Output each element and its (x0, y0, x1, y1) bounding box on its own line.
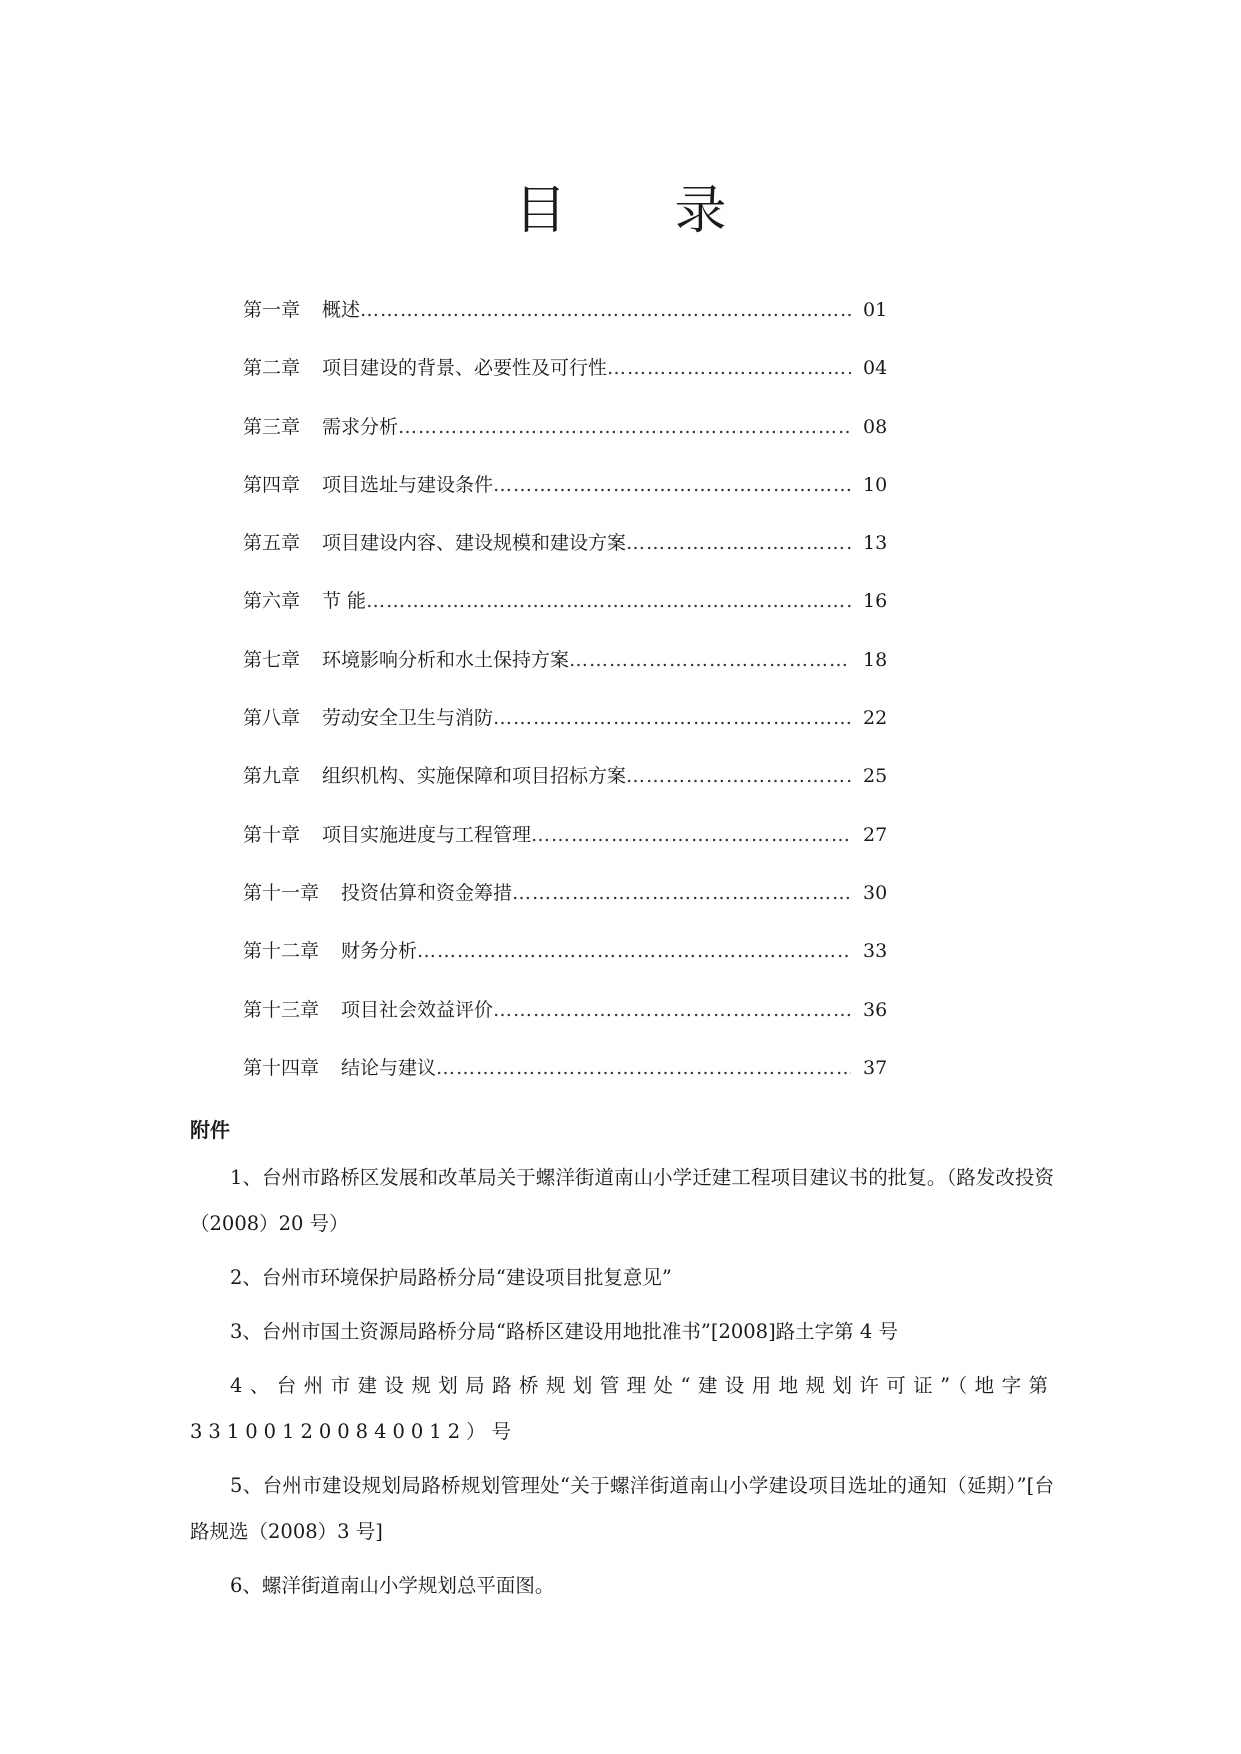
toc-page: 01 (863, 299, 888, 321)
toc-entry[interactable] (243, 531, 887, 589)
toc-entry[interactable] (243, 823, 887, 881)
toc-page: 27 (863, 823, 888, 846)
toc-leader (417, 939, 851, 963)
toc-title: 项目实施进度与工程管理 (322, 823, 532, 846)
title-char-1: 目 (514, 181, 567, 241)
toc-leader (607, 356, 851, 380)
page-title (0, 168, 1241, 243)
toc-title: 结论与建议 (341, 1056, 437, 1079)
toc-leader (436, 1056, 851, 1080)
toc-entry[interactable] (243, 1056, 887, 1114)
toc-entry[interactable] (243, 589, 887, 647)
toc-leader (512, 881, 851, 905)
toc-title: 项目社会效益评价 (341, 998, 494, 1021)
toc-leader (493, 473, 851, 497)
toc-page: 16 (863, 590, 888, 613)
toc-leader (360, 298, 851, 322)
toc-entry[interactable] (243, 764, 887, 822)
attachments-heading: 附件 (190, 1118, 230, 1142)
toc-page: 10 (863, 473, 888, 496)
toc-entry[interactable] (243, 415, 887, 473)
toc-title: 节 能 (322, 590, 367, 613)
toc-chapter: 第三章 (243, 415, 301, 438)
title-char-2: 录 (674, 181, 727, 241)
toc-entry[interactable] (243, 356, 887, 414)
toc-leader (569, 648, 851, 672)
toc-chapter: 第十章 (243, 823, 301, 846)
toc-page: 33 (863, 940, 888, 963)
toc-page: 13 (863, 532, 888, 555)
toc-leader (493, 706, 851, 730)
toc-leader (626, 531, 851, 555)
toc-chapter: 第十三章 (243, 998, 320, 1021)
toc-leader (398, 415, 851, 439)
attachment-item: 1、台州市路桥区发展和改革局关于螺洋街道南山小学迁建工程项目建议书的批复。（路发改投资（2008）20 号） (190, 1166, 1054, 1235)
toc-title: 项目建设的背景、必要性及可行性 (322, 357, 608, 380)
toc-leader (626, 764, 851, 788)
toc-page: 36 (863, 998, 888, 1021)
toc-title: 项目建设内容、建设规模和建设方案 (322, 532, 627, 555)
toc-entry[interactable] (243, 706, 887, 764)
attachments-list (190, 1155, 1054, 1617)
attachment-item: 6、螺洋街道南山小学规划总平面图。 (230, 1574, 555, 1597)
toc-title: 组织机构、实施保障和项目招标方案 (322, 765, 627, 788)
toc-leader (531, 823, 851, 847)
toc-entry[interactable] (243, 298, 887, 356)
toc-title: 财务分析 (341, 940, 418, 963)
attachment-item: 2、台州市环境保护局路桥分局“建设项目批复意见” (230, 1266, 672, 1289)
toc-leader (493, 998, 851, 1022)
toc-page: 08 (863, 415, 888, 438)
toc-chapter: 第七章 (243, 648, 301, 671)
toc-chapter: 第十二章 (243, 940, 320, 963)
toc-chapter: 第二章 (243, 357, 301, 380)
attachment-item: 4、台州市建设规划局路桥规划管理处“建设用地规划许可证”（地字第331001200840012）号 (190, 1374, 1054, 1443)
toc-chapter: 第八章 (243, 707, 301, 730)
toc-entry[interactable] (243, 648, 887, 706)
toc-page: 18 (863, 648, 888, 671)
toc-chapter: 第九章 (243, 765, 301, 788)
toc-chapter: 第六章 (243, 590, 301, 613)
toc-chapter: 第一章 (243, 299, 301, 321)
toc-entry[interactable] (243, 939, 887, 997)
toc-chapter: 第四章 (243, 473, 301, 496)
toc-chapter: 第五章 (243, 532, 301, 555)
toc-page: 22 (863, 707, 888, 730)
toc-title: 劳动安全卫生与消防 (322, 707, 494, 730)
toc-chapter: 第十四章 (243, 1056, 320, 1079)
toc-page: 37 (863, 1056, 888, 1079)
attachment-item: 5、台州市建设规划局路桥规划管理处“关于螺洋街道南山小学建设项目选址的通知（延期）”[台路规选（2008）3 号] (190, 1474, 1054, 1543)
toc-page: 25 (863, 765, 888, 788)
toc-leader (366, 589, 851, 613)
toc-page: 30 (863, 881, 888, 904)
toc-page: 04 (863, 357, 888, 380)
toc-chapter: 第十一章 (243, 881, 320, 904)
toc-title: 环境影响分析和水土保持方案 (322, 648, 570, 671)
toc-title: 投资估算和资金筹措 (341, 881, 513, 904)
toc-title: 项目选址与建设条件 (322, 473, 494, 496)
toc-entry[interactable] (243, 473, 887, 531)
toc-title: 概述 (322, 299, 361, 321)
toc-entry[interactable] (243, 881, 887, 939)
toc-entry[interactable] (243, 998, 887, 1056)
table-of-contents (243, 298, 887, 1114)
attachment-item: 3、台州市国土资源局路桥分局“路桥区建设用地批准书”[2008]路土字第 4 号 (230, 1320, 898, 1343)
toc-title: 需求分析 (322, 415, 399, 438)
